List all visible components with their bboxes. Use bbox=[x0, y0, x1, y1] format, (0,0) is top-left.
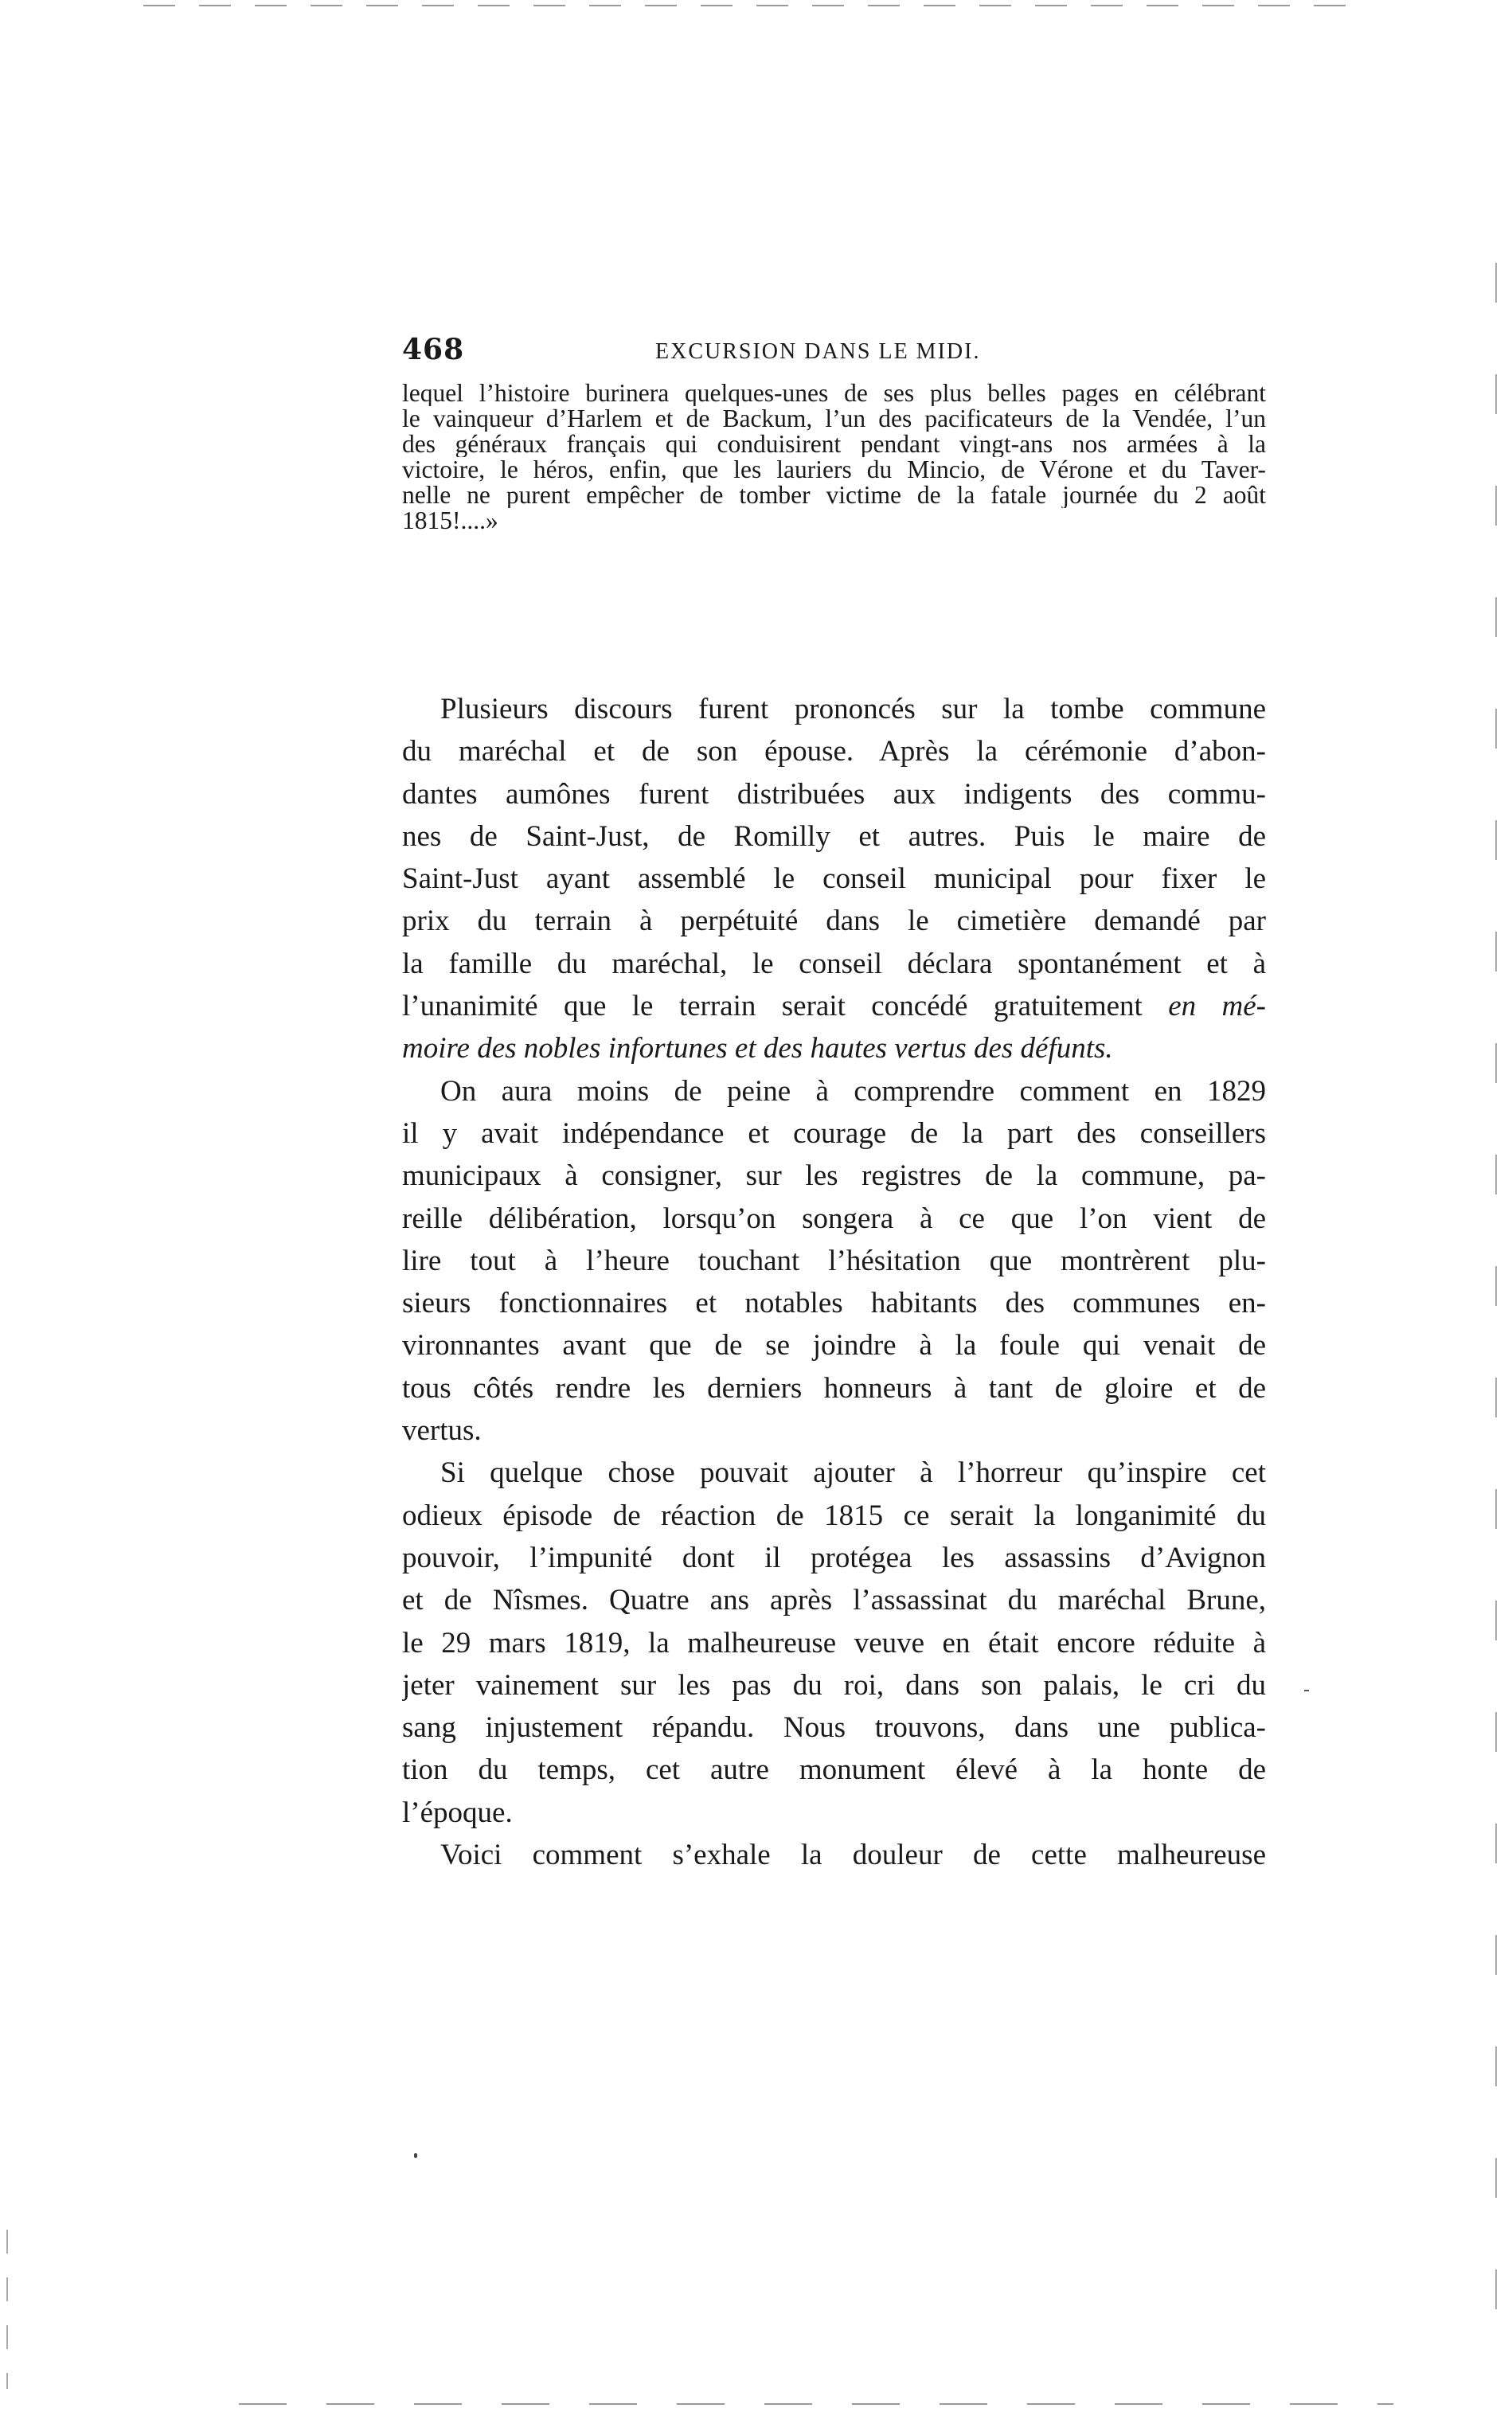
quotation-block bbox=[402, 381, 1266, 534]
text-line: tion du temps, cet autre monument élevé à la honte de bbox=[402, 1753, 1266, 1787]
paragraph bbox=[402, 1834, 1266, 1876]
text-span: l’unanimité que le terrain serait concédé gratuitement bbox=[402, 990, 1169, 1023]
quote-line: nelle ne purent empêcher de tomber victime de la fatale journée du 2 août bbox=[402, 483, 1266, 508]
scan-speck bbox=[1304, 1690, 1309, 1691]
paragraph bbox=[402, 1452, 1266, 1834]
scan-edge-right bbox=[1495, 263, 1497, 2373]
text-line: On aura moins de peine à comprendre comment en 1829 bbox=[440, 1074, 1266, 1108]
text-line bbox=[402, 985, 1266, 1027]
quote-line: victoire, le héros, enfin, que les lauriers du Mincio, de Vérone et du Taver- bbox=[402, 457, 1266, 483]
text-line: odieux épisode de réaction de 1815 ce serait la longanimité du bbox=[402, 1499, 1266, 1532]
scan-speck bbox=[414, 2153, 417, 2158]
italic-text: en mé- bbox=[1168, 990, 1266, 1023]
text-line: municipaux à consigner, sur les registres de la commune, pa- bbox=[402, 1159, 1266, 1193]
text-line bbox=[402, 1027, 1266, 1069]
scan-edge-left bbox=[6, 2230, 8, 2389]
quote-line: lequel l’histoire burinera quelques-unes de ses plus belles pages en célébrant bbox=[402, 381, 1266, 406]
body-text bbox=[402, 688, 1266, 1876]
text-line: tous côtés rendre les derniers honneurs à tant de gloire et de bbox=[402, 1371, 1266, 1405]
text-line: Si quelque chose pouvait ajouter à l’horreur qu’inspire cet bbox=[440, 1456, 1266, 1490]
page-number: 468 bbox=[402, 333, 465, 366]
quote-line: le vainqueur d’Harlem et de Backum, l’un des pacificateurs de la Vendée, l’un bbox=[402, 406, 1266, 432]
text-line: Plusieurs discours furent prononcés sur la tombe commune bbox=[440, 693, 1266, 725]
text-line: sieurs fonctionnaires et notables habitants des communes en- bbox=[402, 1287, 1266, 1320]
running-head: EXCURSION DANS LE MIDI. bbox=[655, 339, 981, 364]
italic-text: moire des nobles infortunes et des hautes vertus des défunts. bbox=[402, 1032, 1113, 1065]
text-line: lire tout à l’heure touchant l’hésitation que montrèrent plu- bbox=[402, 1244, 1266, 1277]
text-line: Voici comment s’exhale la douleur de cette malheureuse bbox=[440, 1839, 1266, 1872]
text-line: et de Nîsmes. Quatre ans après l’assassinat du maréchal Brune, bbox=[402, 1584, 1266, 1617]
text-line: dantes aumônes furent distribuées aux indigents des commu- bbox=[402, 777, 1266, 811]
text-line: Saint-Just ayant assemblé le conseil municipal pour fixer le bbox=[402, 862, 1266, 896]
page-header bbox=[402, 333, 1266, 373]
paragraph bbox=[402, 688, 1266, 1070]
text-line: l’époque. bbox=[402, 1796, 513, 1829]
text-line: vertus. bbox=[402, 1414, 482, 1448]
text-line: le 29 mars 1819, la malheureuse veuve en était encore réduite à bbox=[402, 1626, 1266, 1659]
text-line: du maréchal et de son épouse. Après la cérémonie d’abon- bbox=[402, 735, 1266, 768]
text-line: pouvoir, l’impunité dont il protégea les assassins d’Avignon bbox=[402, 1541, 1266, 1574]
text-line: il y avait indépendance et courage de la part des conseillers bbox=[402, 1116, 1266, 1150]
text-line: sang injustement répandu. Nous trouvons, dans une publica- bbox=[402, 1711, 1266, 1745]
text-line: nes de Saint-Just, de Romilly et autres. Puis le maire de bbox=[402, 819, 1266, 853]
paragraph bbox=[402, 1070, 1266, 1452]
quote-line: 1815!....» bbox=[402, 508, 498, 534]
text-line: vironnantes avant que de se joindre à la foule qui venait de bbox=[402, 1329, 1266, 1362]
text-line: prix du terrain à perpétuité dans le cimetière demandé par bbox=[402, 905, 1266, 938]
quote-line: des généraux français qui conduisirent pendant vingt-ans nos armées à la bbox=[402, 432, 1266, 457]
text-line: la famille du maréchal, le conseil déclara spontanément et à bbox=[402, 947, 1266, 980]
scan-edge-bottom bbox=[239, 2403, 1393, 2405]
text-line: jeter vainement sur les pas du roi, dans son palais, le cri du bbox=[402, 1668, 1266, 1702]
text-line: reille délibération, lorsqu’on songera à ce que l’on vient de bbox=[402, 1202, 1266, 1235]
scan-edge-top bbox=[143, 5, 1369, 6]
